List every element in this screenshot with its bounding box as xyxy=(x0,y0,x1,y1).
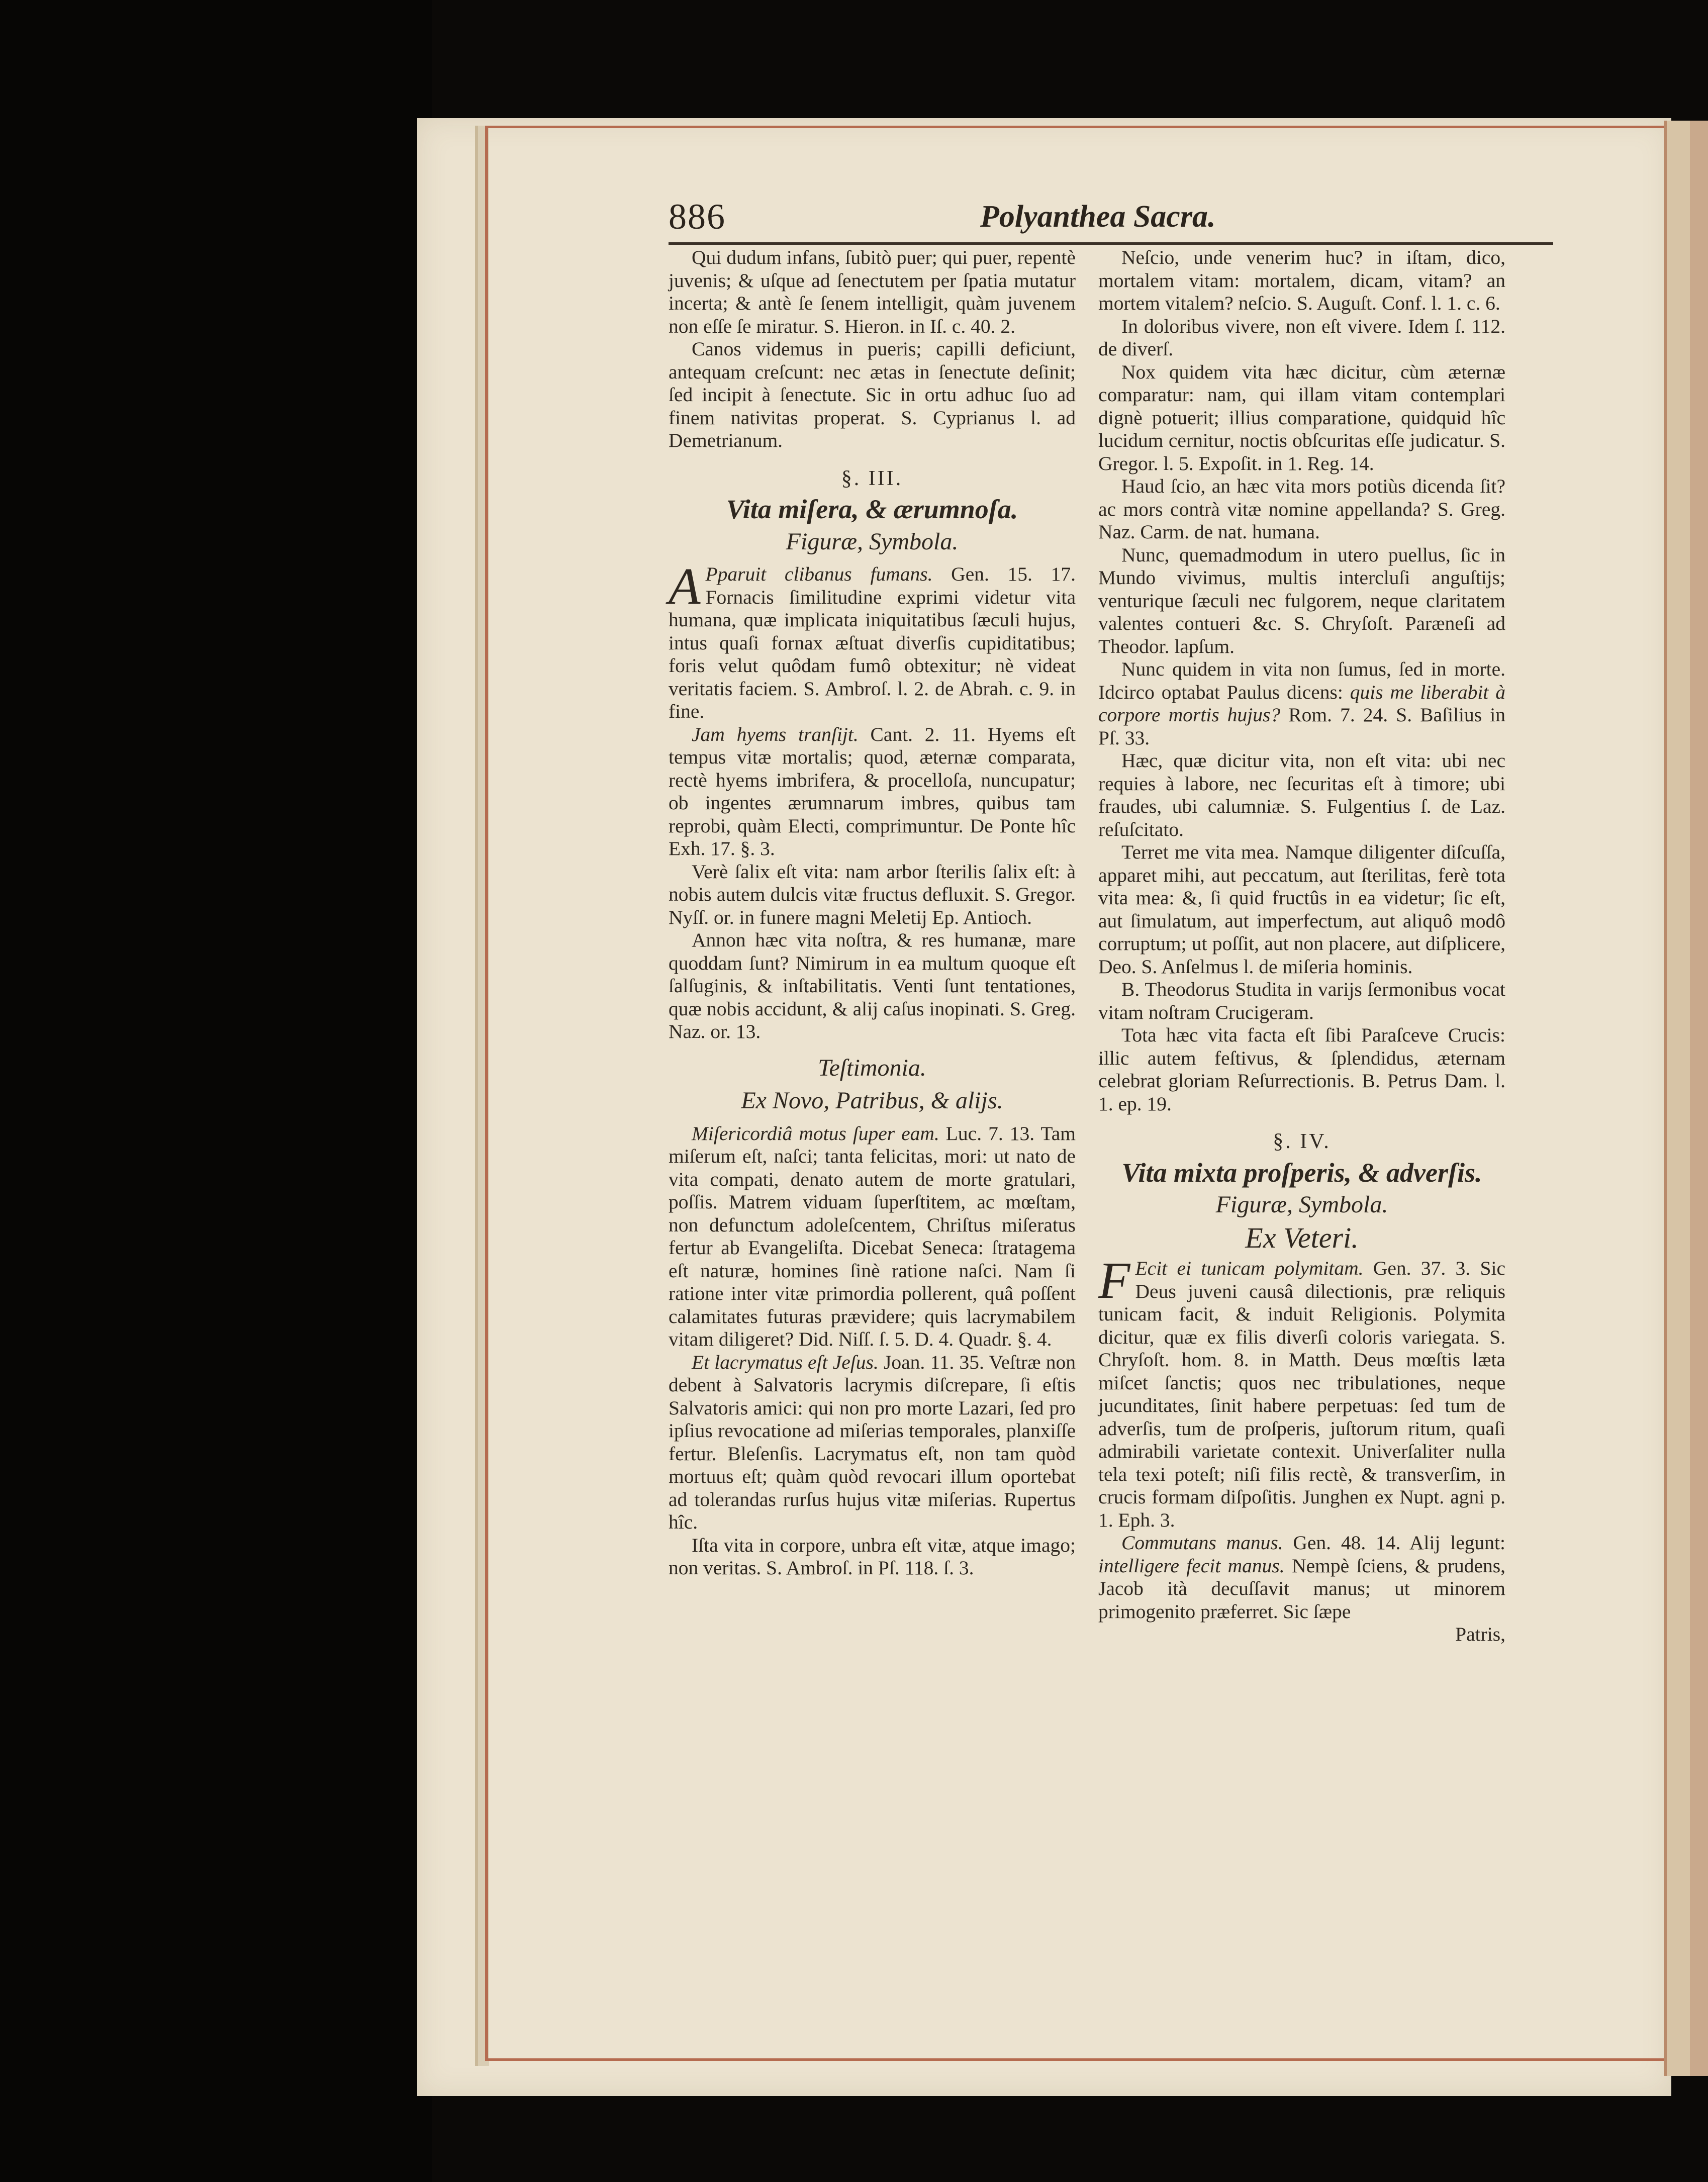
paragraph-text: Joan. 11. 35. Veſtræ non debent à Salvatoris lacrymis diſcrepare, ſi eſtis Salvatoris amici: qui non pro morte Lazari, ſed pro ipſius revocatione ad miſerias temporales, planxiſſe fertur. Bleſenſis. Lacrymatus eſt, non tam quòd mortuus eſt; quàm quòd revocari illum oportebat ad tolerandas rurſus hujus vitæ miſerias. Rupertus hîc. xyxy=(669,1351,1076,1533)
paragraph xyxy=(669,723,1076,861)
section-heading: Vita mixta proſperis, & adverſis. xyxy=(1121,1157,1482,1188)
paragraph: In doloribus vivere, non eſt vivere. Idem ſ. 112. de diverſ. xyxy=(1098,315,1505,360)
paragraph-text: Luc. 7. 13. Tam miſerum eſt, naſci; tanta felicitas, mori: ut nato de vita compati, denato autem de morte gratulari, poſſis. Matrem viduam ſuperſtitem, ac mœſtam, non defunctum adoleſcentem, Chriſtus miſeratus fertur ab Evangeliſta. Dicebat Seneca: ſtratagema eſt naturæ, homines ſinè ratione naſci. Nam ſi ratione inter vitæ primordia pollerent, quâ poſſent calamitates futuras prævidere; quis lacrymabilem vitam diligeret? Did. Niſſ. ſ. 5. D. 4. Quadr. §. 4. xyxy=(669,1122,1076,1350)
header-rule xyxy=(669,242,1553,245)
paragraph-text: Nunc quidem in vita non ſumus, ſed in morte. Idcirco optabat Paulus dicens: xyxy=(1098,658,1505,703)
subheading: Figuræ, Symbola. xyxy=(1215,1191,1388,1218)
lemma: Et lacrymatus eſt Jeſus. xyxy=(692,1351,879,1373)
section-heading: Vita miſera, & ærumnoſa. xyxy=(726,494,1018,524)
paragraph: Hæc, quæ dicitur vita, non eſt vita: ubi nec requies à labore, nec ſecuritas eſt à timore; ubi fraudes, ubi calumniæ. S. Fulgentius ſ. de Laz. reſuſcitato. xyxy=(1098,749,1505,840)
paragraph: Neſcio, unde venerim huc? in iſtam, dico, mortalem vitam: mortalem, dicam, vitam? an mortem vitalem? neſcio. S. Auguſt. Conf. l. 1. c. 6. xyxy=(1098,246,1505,314)
paragraph: Nunc, quemadmodum in utero puellus, ſic in Mundo vivimus, multis intercluſi anguſtijs; venturique ſæculi nec fulgorem, neque claritatem valentes contueri &c. S. Chryſoſt. Paræneſi ad Theodor. lapſum. xyxy=(1098,543,1505,657)
subheading: Ex Veteri. xyxy=(1245,1221,1359,1254)
paragraph: Haud ſcio, an hæc vita mors potiùs dicenda ſit? ac mors contrà vitæ nomine appellanda? S. Greg. Naz. Carm. de nat. humana. xyxy=(1098,475,1505,543)
lemma: Jam hyems tranſijt. xyxy=(692,723,859,745)
catchword: Patris, xyxy=(1455,1623,1505,1645)
paragraph: Annon hæc vita noſtra, & res humanæ, mare quoddam ſunt? Nimirum in ea multum quoque eſt ſalſuginis, & inſtabilitatis. Venti ſunt tentationes, quæ nobis accidunt, & alij caſus inopinati. S. Greg. Naz. or. 13. xyxy=(669,929,1076,1042)
paragraph xyxy=(669,1351,1076,1534)
lemma: Ecit ei tunicam polymitam. xyxy=(1135,1257,1364,1279)
paragraph: Qui dudum infans, ſubitò puer; qui puer, repentè juvenis; & uſque ad ſenectutem per ſpatia mutatur incerta; & antè ſe ſenem intelligit, quàm juvenem non eſſe ſe miratur. S. Hieron. in Iſ. c. 40. 2. xyxy=(669,246,1076,337)
paragraph-text: Rom. 7. 24. S. Baſilius in Pſ. 33. xyxy=(1098,704,1505,749)
lemma: Pparuit clibanus fumans. xyxy=(705,563,933,585)
lemma: Commutans manus. xyxy=(1121,1532,1283,1554)
lemma: quis me liberabit à corpore mortis hujus? xyxy=(1098,681,1505,726)
dark-background xyxy=(0,0,432,2182)
facing-page-strip xyxy=(1690,121,1708,2076)
paragraph xyxy=(1098,1532,1505,1623)
paragraph: Tota hæc vita facta eſt ſibi Paraſceve Crucis: illic autem feſtivus, & ſplendidus, æternam celebrat gloriam Reſurrectionis. B. Petrus Dam. l. 1. ep. 19. xyxy=(1098,1024,1505,1115)
paragraph xyxy=(1098,658,1505,749)
red-border-rule xyxy=(485,126,1694,2061)
paragraph: Terret me vita mea. Namque diligenter diſcuſſa, apparet mihi, aut peccatum, aut ſterilitas, ferè tota vita mea: &, ſi quid fructûs in ea videtur; ſic eſt, aut ſimulatum, aut imperfectum, aut aliquô modô corruptum; ut poſſit, aut non placere, aut diſplicere, Deo. S. Anſelmus l. de miſeria hominis. xyxy=(1098,841,1505,978)
right-column xyxy=(1098,246,1505,1646)
paragraph-text: Gen. 15. 17. Fornacis ſimilitudine exprimi videtur vita humana, quæ implicata iniquitatibus ſæculi hujus, intus quaſi fornax æſtuat diverſis cupiditatibus; foris velut quôdam fumô obtexitur; nè videat veritatis faciem. S. Ambroſ. l. 2. de Abrah. c. 9. in fine. xyxy=(669,563,1076,722)
lemma: intelligere fecit manus. xyxy=(1098,1554,1285,1577)
subheading: Teſtimonia. xyxy=(818,1054,926,1081)
paragraph-text: Cant. 2. 11. Hyems eſt tempus vitæ mortalis; quod, æternæ comparata, rectè hyems imbrifera, & procelloſa, nuncupatur; ob ingentes ærumnarum imbres, quibus tam reprobi, quàm Electi, comprimuntur. De Ponte hîc Exh. 17. §. 3. xyxy=(669,723,1076,860)
paragraph: Iſta vita in corpore, unbra eſt vitæ, atque imago; non veritas. S. Ambroſ. in Pſ. 118. ſ. 3. xyxy=(669,1534,1076,1579)
paragraph: B. Theodorus Studita in varijs ſermonibus vocat vitam noſtram Crucigeram. xyxy=(1098,978,1505,1023)
section-mark: §. III. xyxy=(841,466,903,490)
running-title: Polyanthea Sacra. xyxy=(980,200,1216,234)
paragraph: Canos videmus in pueris; capilli deficiunt, antequam creſcunt: nec ætas in ſenectute deſinit; ſed incipit à ſenectute. Sic in ortu adhuc ſuo ad finem nativitas properat. S. Cyprianus l. ad Demetrianum. xyxy=(669,338,1076,451)
running-header xyxy=(669,196,1553,236)
lemma: Miſericordiâ motus ſuper eam. xyxy=(692,1122,939,1145)
drop-capital: A xyxy=(669,557,701,615)
page-number: 886 xyxy=(669,197,726,237)
subheading: Ex Novo, Patribus, & alijs. xyxy=(741,1087,1003,1114)
paragraph xyxy=(669,557,1076,723)
subheading: Figuræ, Symbola. xyxy=(786,528,959,555)
left-column xyxy=(669,246,1076,1580)
paragraph: Nox quidem vita hæc dicitur, cùm æternæ comparatur: nam, qui illam vitam contemplari dignè potuerit; illius comparatione, quidquid hîc lucidum cernitur, noctis obſcuritas eſſe judicatur. S. Gregor. l. 5. Expoſit. in 1. Reg. 14. xyxy=(1098,360,1505,475)
paragraph-text: Gen. 37. 3. Sic Deus juveni causâ dilectionis, præ reliquis tunicam facit, & induit Religionis. Polymita dicitur, quæ ex filis diverſi coloris variegata. S. Chryſoſt. hom. 8. in Matth. Deus mœſtis læta miſcet ſanctis; quos nec tribulationes, neque jucunditates, ſinit habere perpetuas: ſed tum de adverſis, tum de proſperis, juſtorum ritum, quaſi admirabili varietate contexit. Univerſaliter nulla tela texi poteſt; niſi filis rectè, & transverſim, in crucis formam diſpoſitis. Junghen ex Nupt. agni p. 1. Eph. 3. xyxy=(1098,1257,1505,1531)
drop-capital: F xyxy=(1098,1252,1130,1309)
paragraph xyxy=(1098,1252,1505,1532)
paragraph: Verè ſalix eſt vita: nam arbor ſterilis ſalix eſt: à nobis autem dulcis vitæ fructus defluxit. S. Gregor. Nyſſ. or. in funere magni Meletij Ep. Antioch. xyxy=(669,860,1076,928)
paragraph xyxy=(669,1122,1076,1351)
paragraph-text: Nempè ſciens, & prudens, Jacob ità decuſſavit manus; ut minorem primogenito præferret. Sic ſæpe xyxy=(1098,1554,1506,1623)
section-mark: §. IV. xyxy=(1273,1130,1331,1153)
paragraph-text: Gen. 48. 14. Alij legunt: xyxy=(1283,1532,1505,1554)
